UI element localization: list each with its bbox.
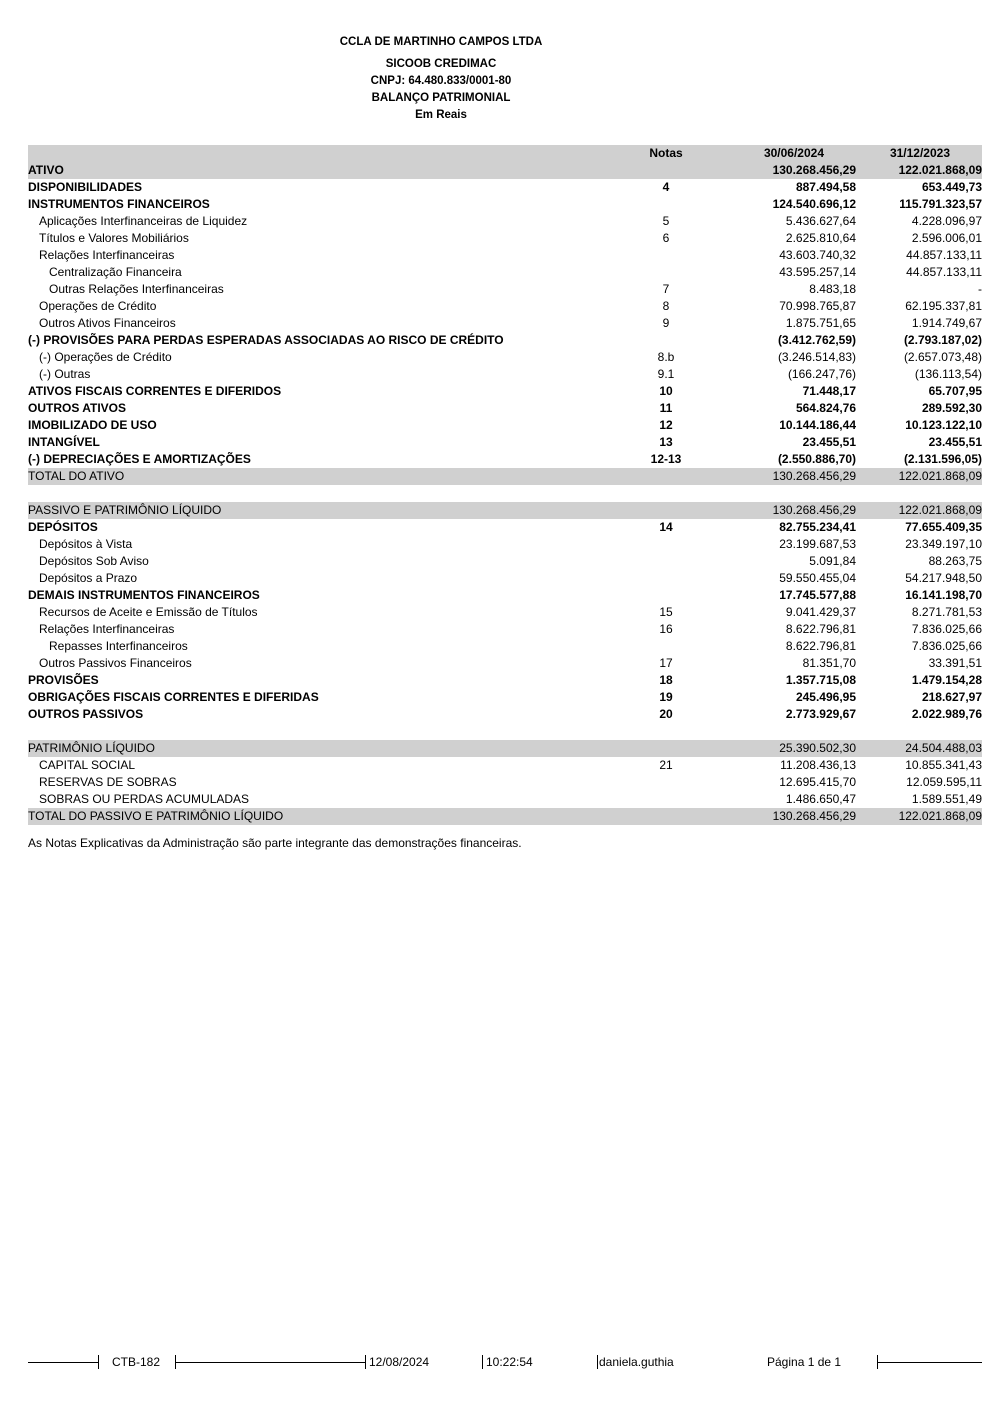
row-value-period1: 130.268.456,29 [772,469,856,483]
row-value-period1: 17.745.577,88 [779,588,856,602]
table-row [28,655,982,672]
row-label: CAPITAL SOCIAL [39,758,136,772]
spacer-row [28,485,982,502]
row-label: Outros Passivos Financeiros [39,656,192,670]
row-label: Outros Ativos Financeiros [39,316,176,330]
print-time: 10:22:54 [486,1355,533,1369]
table-row [28,230,982,247]
currency-unit: Em Reais [415,109,467,121]
row-value-period1: (166.247,76) [787,367,856,381]
row-value-period1: 2.773.929,67 [785,707,856,721]
row-value-period1: 8.483,18 [809,282,856,296]
cnpj: CNPJ: 64.480.833/0001-80 [370,75,512,87]
row-label: PROVISÕES [28,673,99,687]
row-value-period1: 71.448,17 [802,384,856,398]
footer-divider [365,1355,366,1369]
row-nota: 16 [659,622,673,636]
row-value-period2: 77.655.409,35 [905,520,982,534]
footer-divider [597,1355,598,1369]
row-label: TOTAL DO PASSIVO E PATRIMÔNIO LÍQUIDO [28,809,284,823]
table-row [28,434,982,451]
table-row [28,247,982,264]
row-value-period2: 122.021.868,09 [898,503,982,517]
table-row [28,400,982,417]
row-label: Aplicações Interfinanceiras de Liquidez [39,214,248,228]
row-nota: 7 [662,282,670,296]
row-value-period2: 10.123.122,10 [905,418,982,432]
row-value-period2: 4.228.096,97 [911,214,982,228]
row-label: Operações de Crédito [39,299,157,313]
row-value-period2: - [978,282,982,296]
row-value-period2: 7.836.025,66 [911,639,982,653]
table-row [28,638,982,655]
row-value-period2: 12.059.595,11 [906,775,982,789]
column-header-period1: 30/06/2024 [763,146,824,160]
row-value-period2: 10.855.341,43 [905,758,982,772]
row-value-period2: 8.271.781,53 [911,605,982,619]
row-label: (-) Outras [39,367,91,381]
column-header-notas: Notas [649,146,683,160]
row-value-period2: 1.589.551,49 [911,792,982,806]
print-date: 12/08/2024 [369,1355,430,1369]
row-nota: 9 [662,316,670,330]
row-label: (-) PROVISÕES PARA PERDAS ESPERADAS ASSOCIADAS AO RISCO DE CRÉDITO [28,333,504,347]
table-row [28,672,982,689]
row-value-period1: 70.998.765,87 [779,299,856,313]
report-code: CTB-182 [112,1355,161,1369]
row-label: IMOBILIZADO DE USO [28,418,157,432]
table-row [28,604,982,621]
row-label: Repasses Interfinanceiros [49,639,188,653]
row-value-period1: 1.486.650,47 [785,792,856,806]
row-value-period1: 130.268.456,29 [772,809,856,823]
row-label: SOBRAS OU PERDAS ACUMULADAS [39,792,250,806]
row-label: Depósitos Sob Aviso [39,554,149,568]
table-row [28,587,982,604]
row-value-period2: 23.349.197,10 [905,537,982,551]
row-value-period1: 887.494,58 [795,180,856,194]
row-label: Títulos e Valores Mobiliários [39,231,189,245]
row-value-period1: 12.695.415,70 [779,775,856,789]
row-value-period2: 44.857.133,11 [906,248,982,262]
row-value-period2: 122.021.868,09 [898,163,982,177]
row-value-period1: (3.412.762,59) [777,333,856,347]
row-value-period2: 1.914.749,67 [911,316,982,330]
row-value-period1: 5.091,84 [809,554,856,568]
row-nota: 18 [659,673,673,687]
row-value-period1: 245.496,95 [795,690,856,704]
row-nota: 12-13 [650,452,682,466]
row-value-period1: (3.246.514,83) [777,350,856,364]
footer-line [877,1362,982,1363]
table-row [28,179,982,196]
row-nota: 8.b [657,350,675,364]
row-value-period1: 564.824,76 [795,401,856,415]
row-value-period1: 10.144.186,44 [779,418,856,432]
table-row [28,519,982,536]
balance-sheet-table [28,145,982,825]
report-title: BALANÇO PATRIMONIAL [371,92,511,104]
row-value-period2: 218.627,97 [921,690,982,704]
row-value-period2: (2.131.596,05) [903,452,982,466]
row-value-period1: 25.390.502,30 [779,741,856,755]
row-label: Centralização Financeira [49,265,182,279]
row-value-period1: 124.540.696,12 [772,197,856,211]
row-value-period1: 43.603.740,32 [779,248,856,262]
row-label: PASSIVO E PATRIMÔNIO LÍQUIDO [28,503,222,517]
row-label: Depósitos à Vista [39,537,133,551]
footer-line [28,1362,98,1363]
table-row [28,315,982,332]
row-value-period2: 289.592,30 [921,401,982,415]
row-value-period2: 16.141.198,70 [905,588,982,602]
row-value-period1: 23.199.687,53 [779,537,856,551]
row-nota: 12 [659,418,673,432]
row-value-period2: 2.022.989,76 [911,707,982,721]
row-value-period1: 11.208.436,13 [780,758,856,772]
row-value-period2: 1.479.154,28 [911,673,982,687]
page-footer [0,1353,1000,1371]
table-row [28,553,982,570]
row-value-period1: 2.625.810,64 [785,231,856,245]
row-nota: 14 [659,520,673,534]
table-row [28,808,982,825]
row-value-period1: 8.622.796,81 [785,622,856,636]
table-row [28,740,982,757]
table-row [28,689,982,706]
row-label: PATRIMÔNIO LÍQUIDO [28,741,155,755]
row-value-period2: 54.217.948,50 [905,571,982,585]
row-value-period2: 33.391,51 [928,656,982,670]
row-value-period2: 653.449,73 [921,180,982,194]
row-value-period2: 62.195.337,81 [905,299,982,313]
row-label: INTANGÍVEL [28,435,100,449]
row-value-period2: 122.021.868,09 [898,469,982,483]
row-value-period1: 1.357.715,08 [785,673,856,687]
row-label: ATIVO [28,163,64,177]
row-value-period2: 24.504.488,03 [905,741,982,755]
row-value-period2: (136.113,54) [914,367,982,381]
row-label: RESERVAS DE SOBRAS [39,775,177,789]
footer-divider [482,1355,483,1369]
table-row [28,774,982,791]
row-nota: 13 [659,435,673,449]
row-value-period1: 130.268.456,29 [772,163,856,177]
table-row [28,468,982,485]
row-value-period2: 88.263,75 [928,554,982,568]
row-label: Depósitos a Prazo [39,571,138,585]
table-row [28,706,982,723]
row-nota: 10 [659,384,673,398]
row-label: DEMAIS INSTRUMENTOS FINANCEIROS [28,588,260,602]
row-nota: 19 [659,690,673,704]
row-value-period1: 82.755.234,41 [779,520,856,534]
table-row [28,502,982,519]
table-header-row [28,145,982,162]
table-row [28,332,982,349]
table-row [28,162,982,179]
table-row [28,417,982,434]
footer-line [175,1362,365,1363]
row-label: OBRIGAÇÕES FISCAIS CORRENTES E DIFERIDAS [28,690,319,704]
table-row [28,791,982,808]
row-nota: 15 [659,605,673,619]
row-nota: 5 [662,214,670,228]
row-label: Relações Interfinanceiras [39,622,175,636]
row-label: DEPÓSITOS [28,520,98,534]
row-value-period1: 130.268.456,29 [772,503,856,517]
row-value-period1: 9.041.429,37 [785,605,856,619]
row-value-period1: 8.622.796,81 [785,639,856,653]
row-nota: 8 [662,299,670,313]
table-row [28,349,982,366]
row-value-period1: 59.550.455,04 [779,571,856,585]
row-value-period1: 1.875.751,65 [785,316,856,330]
user-name: daniela.guthia [599,1355,674,1369]
table-row [28,757,982,774]
row-label: (-) Operações de Crédito [39,350,172,364]
spacer-row [28,723,982,740]
column-header-period2: 31/12/2023 [889,146,950,160]
row-nota: 6 [662,231,670,245]
row-value-period2: (2.793.187,02) [903,333,982,347]
row-value-period2: 122.021.868,09 [898,809,982,823]
row-value-period2: 7.836.025,66 [911,622,982,636]
row-value-period1: 81.351,70 [802,656,856,670]
row-label: DISPONIBILIDADES [28,180,143,194]
cooperative-name: SICOOB CREDIMAC [385,58,497,70]
company-name: CCLA DE MARTINHO CAMPOS LTDA [339,36,543,48]
row-value-period2: (2.657.073,48) [903,350,982,364]
footer-divider [98,1355,99,1369]
table-row [28,196,982,213]
table-row [28,298,982,315]
row-value-period1: 43.595.257,14 [779,265,856,279]
table-row [28,383,982,400]
row-label: INSTRUMENTOS FINANCEIROS [28,197,210,211]
table-row [28,281,982,298]
row-nota: 9.1 [657,367,675,381]
page-number: Página 1 de 1 [767,1355,842,1369]
table-row [28,621,982,638]
row-nota: 21 [659,758,673,772]
table-row [28,536,982,553]
row-label: TOTAL DO ATIVO [28,469,125,483]
row-value-period2: 23.455,51 [928,435,982,449]
row-label: OUTROS ATIVOS [28,401,127,415]
row-label: Recursos de Aceite e Emissão de Títulos [39,605,258,619]
row-nota: 11 [659,401,673,415]
table-row [28,213,982,230]
row-nota: 17 [659,656,673,670]
row-label: OUTROS PASSIVOS [28,707,144,721]
footnote: As Notas Explicativas da Administração são parte integrante das demonstrações financeiras. [28,836,522,850]
row-value-period2: 44.857.133,11 [906,265,982,279]
table-row [28,366,982,383]
row-label: Outras Relações Interfinanceiras [49,282,224,296]
table-row [28,451,982,468]
row-value-period1: 5.436.627,64 [785,214,856,228]
table-row [28,264,982,281]
row-value-period1: (2.550.886,70) [777,452,856,466]
row-value-period2: 2.596.006,01 [911,231,982,245]
row-value-period1: 23.455,51 [802,435,856,449]
row-label: Relações Interfinanceiras [39,248,175,262]
row-label: (-) DEPRECIAÇÕES E AMORTIZAÇÕES [28,452,251,466]
table-row [28,570,982,587]
row-nota: 4 [662,180,670,194]
row-value-period2: 65.707,95 [928,384,982,398]
row-nota: 20 [659,707,673,721]
row-label: ATIVOS FISCAIS CORRENTES E DIFERIDOS [28,384,282,398]
row-value-period2: 115.791.323,57 [899,197,982,211]
